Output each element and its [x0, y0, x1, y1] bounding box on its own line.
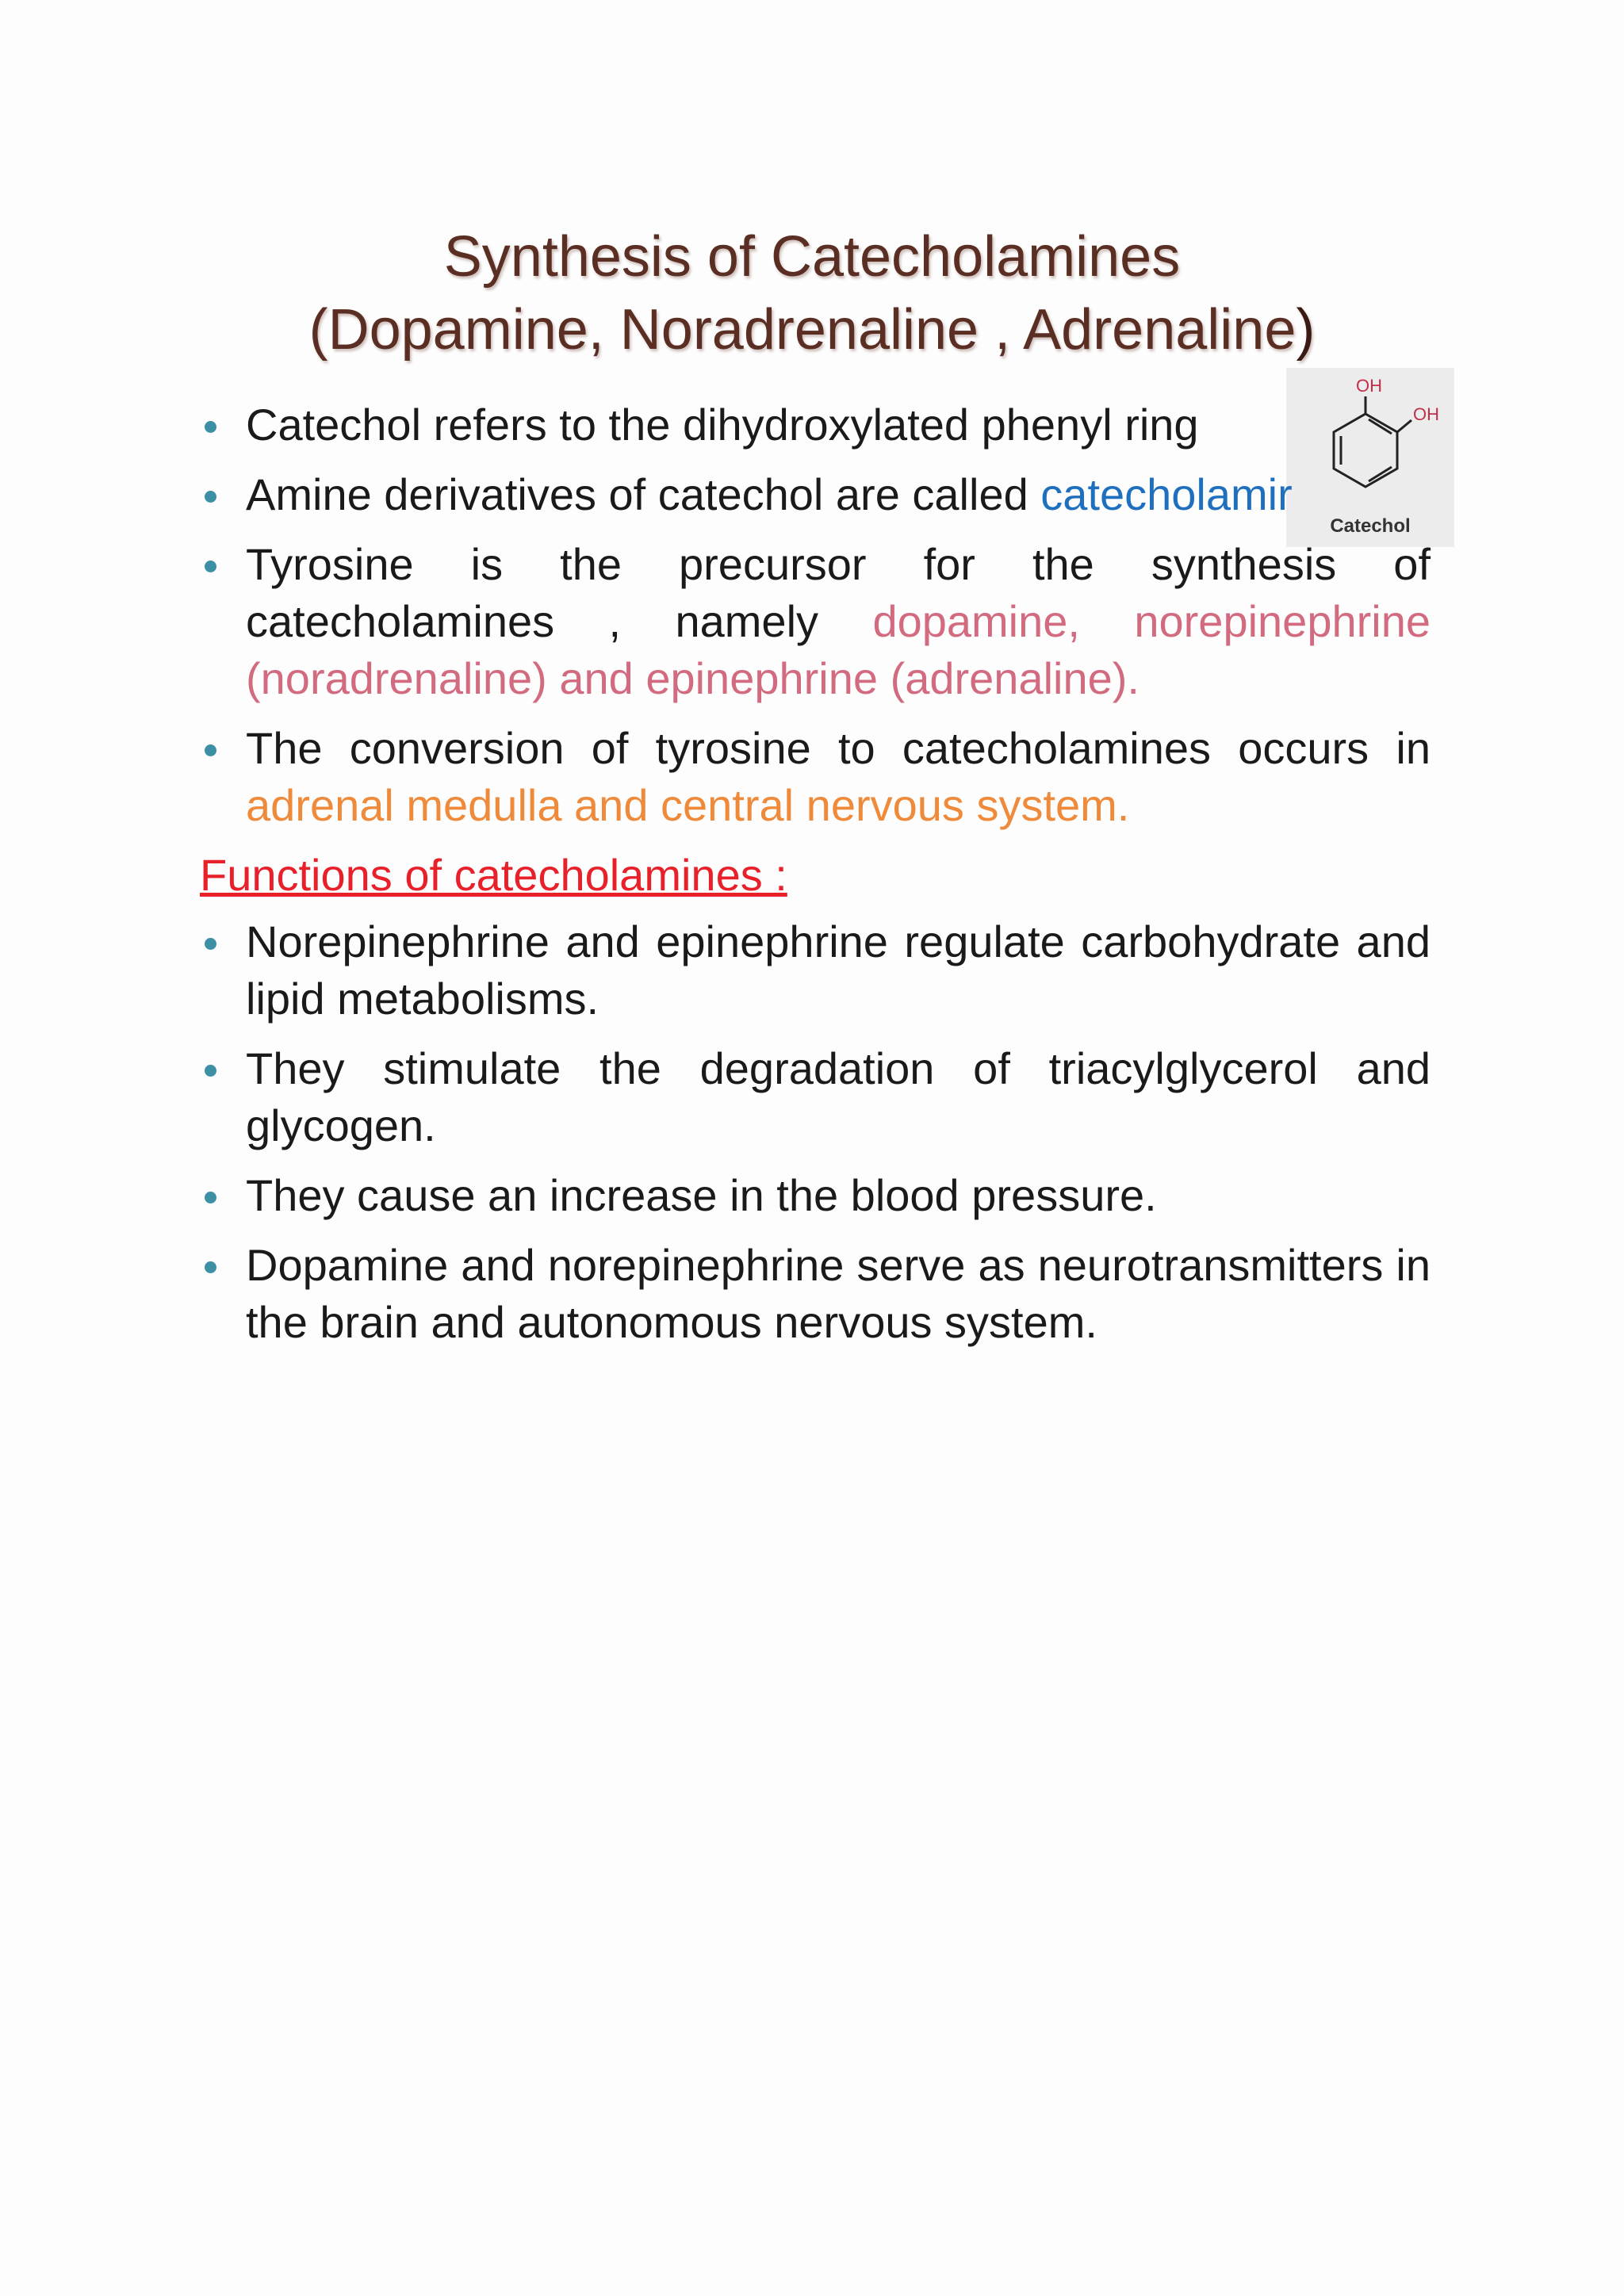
functions-bullet-list	[200, 913, 1431, 1351]
bullet-text: Amine derivatives of catechol are called	[246, 469, 1041, 519]
oh-top-label: OH	[1356, 376, 1382, 396]
title-line-2-text: (Dopamine, Noradrenaline , Adrenaline	[308, 298, 1297, 362]
catecholamine-names-highlight: dopamine, norepinephrine (noradrenaline) and epinephrine (adrenaline).	[246, 596, 1431, 703]
bullet-text: The conversion of tyrosine to catecholamines occurs in	[246, 723, 1431, 773]
bullet-text: Tyrosine is the precursor for the synthesis of catecholamines , namely	[246, 539, 1431, 646]
oh-right-label: OH	[1413, 404, 1439, 424]
list-item	[200, 396, 1431, 453]
list-item: Dopamine and norepinephrine serve as neurotransmitters in the brain and autonomous nervous system.	[200, 1237, 1431, 1351]
list-item	[200, 466, 1431, 523]
intro-bullet-list	[200, 396, 1431, 834]
location-highlight: adrenal medulla and central nervous system.	[246, 780, 1130, 830]
bullet-text: Catechol refers to the dihydroxylated phenyl ring	[246, 400, 1199, 450]
title-line-2-close: )	[1296, 298, 1316, 362]
list-item	[200, 720, 1431, 834]
page-title	[0, 220, 1624, 366]
list-item: They cause an increase in the blood pressure.	[200, 1167, 1431, 1224]
catecholamine-highlight: catecholamir	[1040, 469, 1293, 519]
catechol-label: Catechol	[1330, 515, 1411, 537]
title-line-2	[0, 293, 1624, 366]
list-item: They stimulate the degradation of triacylglycerol and glycogen.	[200, 1040, 1431, 1154]
list-item	[200, 536, 1431, 707]
main-content	[200, 396, 1431, 1364]
functions-heading: Functions of catecholamines :	[200, 850, 787, 900]
title-line-1: Synthesis of Catecholamines	[443, 225, 1181, 289]
list-item: Norepinephrine and epinephrine regulate carbohydrate and lipid metabolisms.	[200, 913, 1431, 1027]
